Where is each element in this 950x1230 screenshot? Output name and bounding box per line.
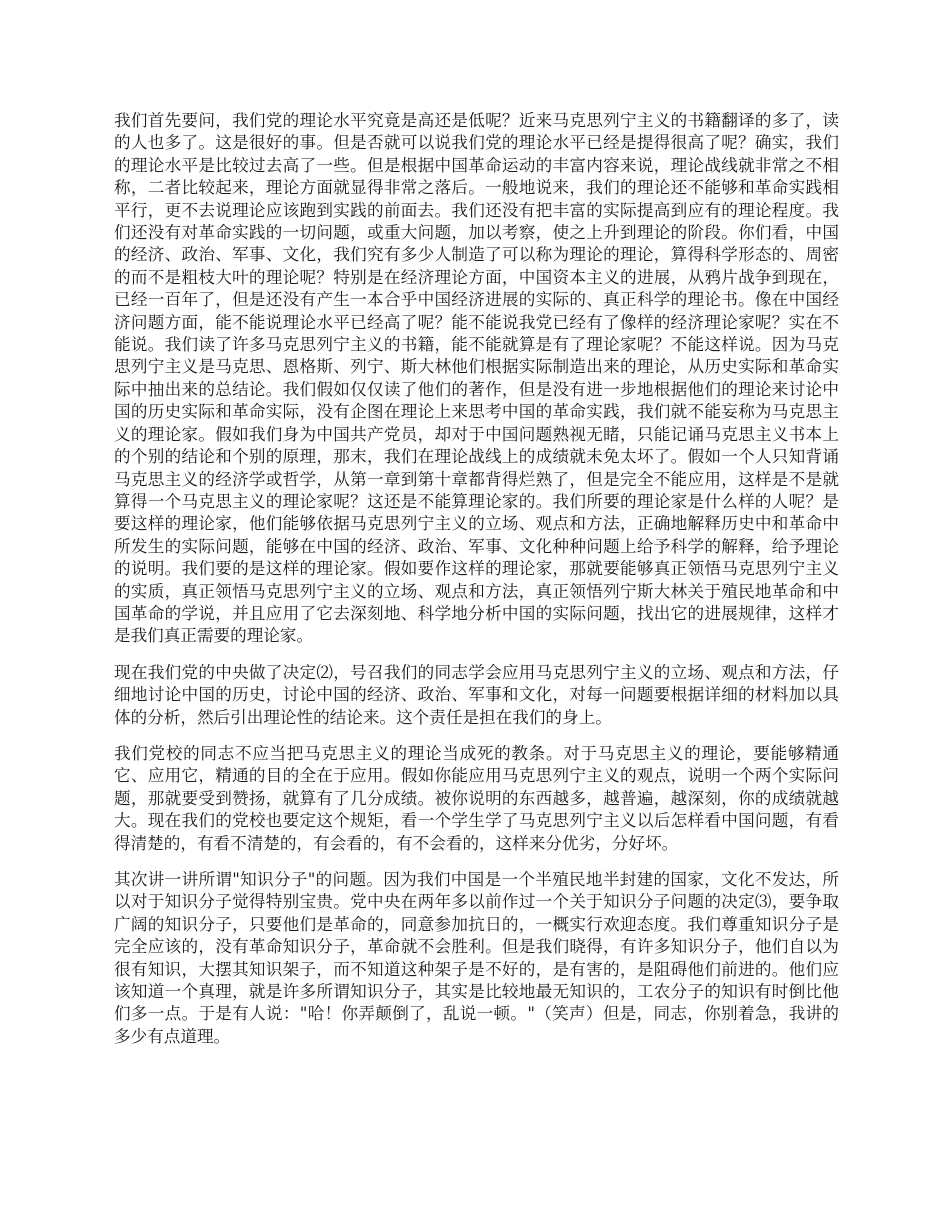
paragraph-4: 其次讲一讲所谓"知识分子"的问题。因为我们中国是一个半殖民地半封建的国家，文化不发达，所以对于知识分子觉得特别宝贵。党中央在两年多以前作过一个关于知识分子问题的决定⑶，要争取广阔的知识分子，只要他们是革命的，同意参加抗日的，一概实行欢迎态度。我们尊重知识分子是完全应该的，没有革命知识分子，革命就不会胜利。但是我们晓得，有许多知识分子，他们自以为很有知识，大摆其知识架子，而不知道这种架子是不好的，是有害的，是阻碍他们前进的。他们应该知道一个真理，就是许多所谓知识分子，其实是比较地最无知识的，工农分子的知识有时倒比他们多一点。于是有人说："哈！你弄颠倒了，乱说一顿。"（笑声）但是，同志，你别着急，我讲的多少有点道理。 <box>114 870 839 1046</box>
paragraph-2: 现在我们党的中央做了决定⑵，号召我们的同志学会应用马克思列宁主义的立场、观点和方法，仔细地讨论中国的历史，讨论中国的经济、政治、军事和文化，对每一问题要根据详细的材料加以具体的分析，然后引出理论性的结论来。这个责任是担在我们的身上。 <box>114 662 839 727</box>
paragraph-3: 我们党校的同志不应当把马克思主义的理论当成死的教条。对于马克思主义的理论，要能够精通它、应用它，精通的目的全在于应用。假如你能应用马克思列宁主义的观点，说明一个两个实际问题，那就要受到赞扬，就算有了几分成绩。被你说明的东西越多，越普遍，越深刻，你的成绩就越大。现在我们的党校也要定这个规矩，看一个学生学了马克思列宁主义以后怎样看中国问题，有看得清楚的，有看不清楚的，有会看的，有不会看的，这样来分优劣，分好坏。 <box>114 743 839 853</box>
document-body <box>114 110 839 1062</box>
paragraph-1: 我们首先要问，我们党的理论水平究竟是高还是低呢？近来马克思列宁主义的书籍翻译的多了，读的人也多了。这是很好的事。但是否就可以说我们党的理论水平已经是提得很高了呢？确实，我们的理论水平是比较过去高了一些。但是根据中国革命运动的丰富内容来说，理论战线就非常之不相称，二者比较起来，理论方面就显得非常之落后。一般地说来，我们的理论还不能够和革命实践相平行，更不去说理论应该跑到实践的前面去。我们还没有把丰富的实际提高到应有的理论程度。我们还没有对革命实践的一切问题，或重大问题，加以考察，使之上升到理论的阶段。你们看，中国的经济、政治、军事、文化，我们究有多少人制造了可以称为理论的理论，算得科学形态的、周密的而不是粗枝大叶的理论呢？特别是在经济理论方面，中国资本主义的进展，从鸦片战争到现在，已经一百年了，但是还没有产生一本合乎中国经济进展的实际的、真正科学的理论书。像在中国经济问题方面，能不能说理论水平已经高了呢？能不能说我党已经有了像样的经济理论家呢？实在不能说。我们读了许多马克思列宁主义的书籍，能不能就算是有了理论家呢？不能这样说。因为马克思列宁主义是马克思、恩格斯、列宁、斯大林他们根据实际制造出来的理论，从历史实际和革命实际中抽出来的总结论。我们假如仅仅读了他们的著作，但是没有进一步地根据他们的理论来讨论中国的历史实际和革命实际，没有企图在理论上来思考中国的革命实践，我们就不能妄称为马克思主义的理论家。假如我们身为中国共产党员，却对于中国问题熟视无睹，只能记诵马克思主义书本上的个别的结论和个别的原理，那末，我们在理论战线上的成绩就未免太坏了。假如一个人只知背诵马克思主义的经济学或哲学，从第一章到第十章都背得烂熟了，但是完全不能应用，这样是不是就算得一个马克思主义的理论家呢？这还是不能算理论家的。我们所要的理论家是什么样的人呢？是要这样的理论家，他们能够依据马克思列宁主义的立场、观点和方法，正确地解释历史中和革命中所发生的实际问题，能够在中国的经济、政治、军事、文化种种问题上给予科学的解释，给予理论的说明。我们要的是这样的理论家。假如要作这样的理论家，那就要能够真正领悟马克思列宁主义的实质，真正领悟马克思列宁主义的立场、观点和方法，真正领悟列宁斯大林关于殖民地革命和中国革命的学说，并且应用了它去深刻地、科学地分析中国的实际问题，找出它的进展规律，这样才是我们真正需要的理论家。 <box>114 111 839 646</box>
